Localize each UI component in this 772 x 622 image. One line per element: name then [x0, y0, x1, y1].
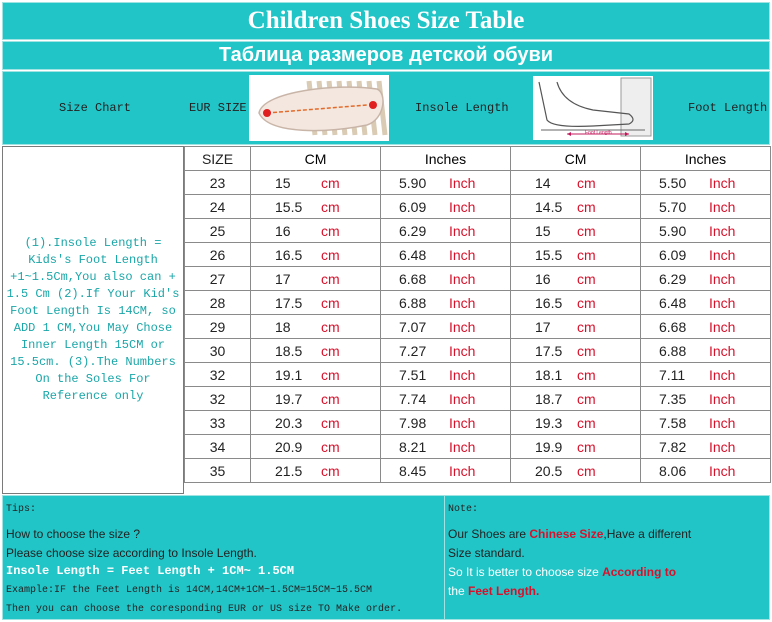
foot-cm-cell [511, 435, 641, 459]
table-header [2, 71, 770, 145]
insole-inches-header: Inches [381, 147, 511, 171]
insole-inch-cell [381, 195, 511, 219]
unit-inch: Inch [449, 294, 476, 311]
size-table [184, 146, 771, 483]
foot-inch-value: 5.90 [659, 222, 687, 239]
insole-inch-value: 6.68 [399, 270, 427, 287]
insole-inch-cell [381, 363, 511, 387]
insole-inch-value: 6.88 [399, 294, 427, 311]
note-label: Note: [448, 504, 479, 515]
unit-cm: cm [577, 174, 596, 191]
unit-inch: Inch [709, 246, 736, 263]
unit-inch: Inch [709, 294, 736, 311]
unit-cm: cm [577, 222, 596, 239]
tips-how: How to choose the size ? [6, 527, 141, 541]
table-row [185, 291, 771, 315]
foot-cm-value: 16 [535, 270, 551, 287]
table-row [185, 171, 771, 195]
tips-section [3, 496, 445, 619]
size-cell [185, 363, 251, 387]
insole-inch-cell [381, 267, 511, 291]
table-row [185, 267, 771, 291]
unit-cm: cm [321, 222, 340, 239]
insole-inch-cell [381, 171, 511, 195]
foot-cm-value: 19.9 [535, 438, 563, 455]
foot-cm-cell [511, 195, 641, 219]
size-value: 28 [209, 294, 226, 311]
size-value: 30 [209, 342, 226, 359]
page-subtitle-russian: Таблица размеров детской обуви [2, 41, 770, 70]
insole-inch-value: 7.74 [399, 390, 427, 407]
unit-cm: cm [577, 462, 596, 479]
insole-inch-value: 6.48 [399, 246, 427, 263]
insole-cm-cell [251, 339, 381, 363]
unit-inch: Inch [449, 246, 476, 263]
foot-cm-cell [511, 339, 641, 363]
foot-cm-cell [511, 243, 641, 267]
insole-cm-header: CM [251, 147, 381, 171]
insole-inch-cell [381, 411, 511, 435]
unit-cm: cm [321, 294, 340, 311]
size-value: 32 [209, 390, 226, 407]
size-chart-label: Size Chart [59, 101, 132, 115]
insole-inch-cell [381, 219, 511, 243]
insole-cm-cell [251, 195, 381, 219]
unit-cm: cm [577, 342, 596, 359]
unit-inch: Inch [709, 318, 736, 335]
insole-inch-cell [381, 459, 511, 483]
unit-cm: cm [321, 366, 340, 383]
unit-cm: cm [577, 318, 596, 335]
foot-inch-cell [641, 291, 771, 315]
page-title: Children Shoes Size Table [2, 2, 770, 40]
unit-inch: Inch [709, 462, 736, 479]
insole-cm-value: 16 [275, 222, 291, 239]
foot-inch-value: 7.11 [659, 366, 686, 383]
size-cell [185, 435, 251, 459]
foot-inch-value: 5.70 [659, 198, 687, 215]
size-value: 23 [209, 174, 226, 191]
foot-inch-cell [641, 411, 771, 435]
foot-inch-cell [641, 171, 771, 195]
unit-cm: cm [321, 198, 340, 215]
foot-inch-cell [641, 267, 771, 291]
unit-inch: Inch [709, 222, 736, 239]
unit-inch: Inch [709, 270, 736, 287]
foot-inch-cell [641, 339, 771, 363]
table-row [185, 363, 771, 387]
insole-length-label: Insole Length [415, 101, 509, 115]
note-line-3 [448, 565, 676, 579]
insole-inch-cell [381, 243, 511, 267]
foot-inch-cell [641, 219, 771, 243]
insole-cm-value: 18.5 [275, 342, 303, 359]
unit-cm: cm [577, 390, 596, 407]
insole-cm-cell [251, 435, 381, 459]
unit-cm: cm [321, 246, 340, 263]
size-value: 34 [209, 438, 226, 455]
foot-length-label: Foot Length [688, 101, 768, 115]
insole-cm-value: 15.5 [275, 198, 303, 215]
unit-inch: Inch [709, 342, 736, 359]
foot-inch-cell [641, 459, 771, 483]
unit-inch: Inch [449, 198, 476, 215]
foot-inch-value: 6.48 [659, 294, 687, 311]
tips-then: Then you can choose the coresponding EUR or US size TO Make order. [6, 604, 403, 615]
insole-inch-value: 7.98 [399, 414, 427, 431]
note-highlight: Feet Length. [468, 584, 540, 598]
insole-cm-cell [251, 171, 381, 195]
insole-inch-cell [381, 339, 511, 363]
size-cell [185, 459, 251, 483]
unit-inch: Inch [449, 390, 476, 407]
note-highlight: According to [602, 565, 677, 579]
unit-cm: cm [577, 414, 596, 431]
insole-inch-cell [381, 291, 511, 315]
table-row [185, 411, 771, 435]
insole-cm-value: 17 [275, 270, 291, 287]
foot-cm-value: 17 [535, 318, 551, 335]
insole-inch-value: 8.45 [399, 462, 427, 479]
foot-inch-value: 6.88 [659, 342, 687, 359]
unit-cm: cm [321, 462, 340, 479]
size-cell [185, 291, 251, 315]
foot-inch-value: 6.09 [659, 246, 687, 263]
foot-inch-value: 7.35 [659, 390, 687, 407]
unit-inch: Inch [449, 342, 476, 359]
foot-cm-cell [511, 363, 641, 387]
insole-inch-value: 7.27 [399, 342, 427, 359]
insole-cm-value: 18 [275, 318, 291, 335]
unit-cm: cm [321, 270, 340, 287]
tips-example: Example:IF the Feet Length is 14CM,14CM+1CM~1.5CM=15CM~15.5CM [6, 585, 373, 596]
insole-cm-value: 21.5 [275, 462, 303, 479]
tips-formula: Insole Length = Feet Length + 1CM~ 1.5CM [6, 564, 295, 578]
foot-cm-cell [511, 267, 641, 291]
unit-cm: cm [321, 174, 340, 191]
eur-size-label: EUR SIZE [189, 101, 247, 115]
unit-inch: Inch [449, 222, 476, 239]
unit-cm: cm [321, 390, 340, 407]
foot-inches-header: Inches [641, 147, 771, 171]
size-column-header: SIZE [185, 147, 251, 171]
insole-inch-value: 7.07 [399, 318, 427, 335]
insole-cm-cell [251, 387, 381, 411]
unit-cm: cm [577, 294, 596, 311]
insole-ruler-image [249, 75, 389, 141]
foot-inch-cell [641, 363, 771, 387]
unit-inch: Inch [449, 462, 476, 479]
unit-cm: cm [577, 438, 596, 455]
foot-cm-value: 19.3 [535, 414, 563, 431]
size-advice-note [2, 146, 184, 494]
unit-inch: Inch [709, 366, 736, 383]
size-value: 29 [209, 318, 226, 335]
insole-cm-value: 15 [275, 174, 291, 191]
foot-inch-value: 6.68 [659, 318, 687, 335]
foot-cm-value: 20.5 [535, 462, 563, 479]
unit-cm: cm [321, 414, 340, 431]
foot-cm-value: 15.5 [535, 246, 563, 263]
foot-cm-value: 16.5 [535, 294, 563, 311]
size-value: 24 [209, 198, 226, 215]
foot-inch-cell [641, 195, 771, 219]
unit-cm: cm [577, 198, 596, 215]
unit-inch: Inch [709, 438, 736, 455]
unit-inch: Inch [709, 414, 736, 431]
insole-cm-cell [251, 411, 381, 435]
unit-cm: cm [577, 366, 596, 383]
unit-inch: Inch [449, 366, 476, 383]
note-section [445, 496, 769, 619]
size-cell [185, 411, 251, 435]
table-row [185, 315, 771, 339]
insole-inch-value: 6.09 [399, 198, 427, 215]
foot-inch-value: 6.29 [659, 270, 687, 287]
foot-length-caption: Foot Length [585, 130, 612, 136]
insole-cm-cell [251, 267, 381, 291]
foot-cm-cell [511, 171, 641, 195]
insole-cm-cell [251, 459, 381, 483]
insole-cm-cell [251, 315, 381, 339]
size-cell [185, 267, 251, 291]
size-advice-text: (1).Insole Length = Kids's Foot Length +1~1.5Cm,You also can + 1.5 Cm (2).If Your Kid's Foot Length Is 14CM, so ADD 1 CM,You May Chose Inner Length 15CM or 15.5cm. (3).The Numbers On the Soles For Reference only [6, 236, 180, 403]
tips-label: Tips: [6, 504, 37, 515]
table-row [185, 339, 771, 363]
foot-measure-image [533, 76, 653, 140]
size-cell [185, 219, 251, 243]
unit-inch: Inch [449, 174, 476, 191]
foot-inch-cell [641, 387, 771, 411]
foot-inch-value: 7.82 [659, 438, 687, 455]
foot-cm-value: 17.5 [535, 342, 563, 359]
foot-cm-cell [511, 459, 641, 483]
foot-cm-cell [511, 219, 641, 243]
size-value: 32 [209, 366, 226, 383]
size-value: 25 [209, 222, 226, 239]
note-text: So It is better to choose size [448, 565, 603, 579]
foot-cm-header: CM [511, 147, 641, 171]
tips-please: Please choose size according to Insole Length. [6, 546, 257, 560]
insole-cm-value: 19.7 [275, 390, 303, 407]
insole-cm-value: 19.1 [275, 366, 303, 383]
insole-cm-value: 20.3 [275, 414, 303, 431]
foot-cm-cell [511, 411, 641, 435]
note-text: the [448, 584, 469, 598]
insole-cm-cell [251, 363, 381, 387]
unit-inch: Inch [449, 438, 476, 455]
table-row [185, 387, 771, 411]
size-value: 35 [209, 462, 226, 479]
size-cell [185, 195, 251, 219]
tips-and-notes-panel [2, 495, 770, 620]
unit-cm: cm [321, 318, 340, 335]
unit-inch: Inch [449, 318, 476, 335]
note-text: ,Have a different [603, 527, 692, 541]
table-row [185, 195, 771, 219]
size-value: 33 [209, 414, 226, 431]
insole-inch-value: 6.29 [399, 222, 427, 239]
table-row [185, 459, 771, 483]
size-cell [185, 315, 251, 339]
foot-cm-value: 18.7 [535, 390, 563, 407]
insole-inch-cell [381, 435, 511, 459]
foot-inch-value: 7.58 [659, 414, 687, 431]
insole-cm-cell [251, 243, 381, 267]
foot-cm-cell [511, 291, 641, 315]
note-highlight: Chinese Size [529, 527, 604, 541]
foot-inch-cell [641, 435, 771, 459]
foot-cm-value: 18.1 [535, 366, 563, 383]
table-row [185, 435, 771, 459]
foot-cm-cell [511, 315, 641, 339]
table-row [185, 219, 771, 243]
insole-inch-value: 5.90 [399, 174, 427, 191]
insole-inch-cell [381, 315, 511, 339]
size-value: 27 [209, 270, 226, 287]
unit-cm: cm [321, 438, 340, 455]
size-cell [185, 171, 251, 195]
insole-cm-cell [251, 219, 381, 243]
foot-cm-value: 14 [535, 174, 551, 191]
size-value: 26 [209, 246, 226, 263]
insole-inch-value: 7.51 [399, 366, 427, 383]
foot-inch-cell [641, 243, 771, 267]
unit-cm: cm [577, 246, 596, 263]
foot-inch-value: 8.06 [659, 462, 687, 479]
unit-inch: Inch [709, 390, 736, 407]
insole-cm-value: 17.5 [275, 294, 303, 311]
insole-inch-cell [381, 387, 511, 411]
foot-cm-cell [511, 387, 641, 411]
unit-inch: Inch [709, 174, 736, 191]
foot-inch-cell [641, 315, 771, 339]
insole-cm-value: 20.9 [275, 438, 303, 455]
foot-cm-value: 14.5 [535, 198, 563, 215]
unit-cm: cm [577, 270, 596, 287]
note-line-4 [448, 584, 539, 598]
insole-cm-cell [251, 291, 381, 315]
size-cell [185, 339, 251, 363]
table-subheader-row [185, 147, 771, 171]
unit-cm: cm [321, 342, 340, 359]
insole-cm-value: 16.5 [275, 246, 303, 263]
table-row [185, 243, 771, 267]
note-text: Our Shoes are [448, 527, 530, 541]
foot-inch-value: 5.50 [659, 174, 687, 191]
size-cell [185, 387, 251, 411]
note-line-1 [448, 527, 691, 541]
unit-inch: Inch [709, 198, 736, 215]
size-cell [185, 243, 251, 267]
insole-inch-value: 8.21 [399, 438, 427, 455]
foot-cm-value: 15 [535, 222, 551, 239]
note-line-2: Size standard. [448, 546, 525, 560]
unit-inch: Inch [449, 270, 476, 287]
unit-inch: Inch [449, 414, 476, 431]
